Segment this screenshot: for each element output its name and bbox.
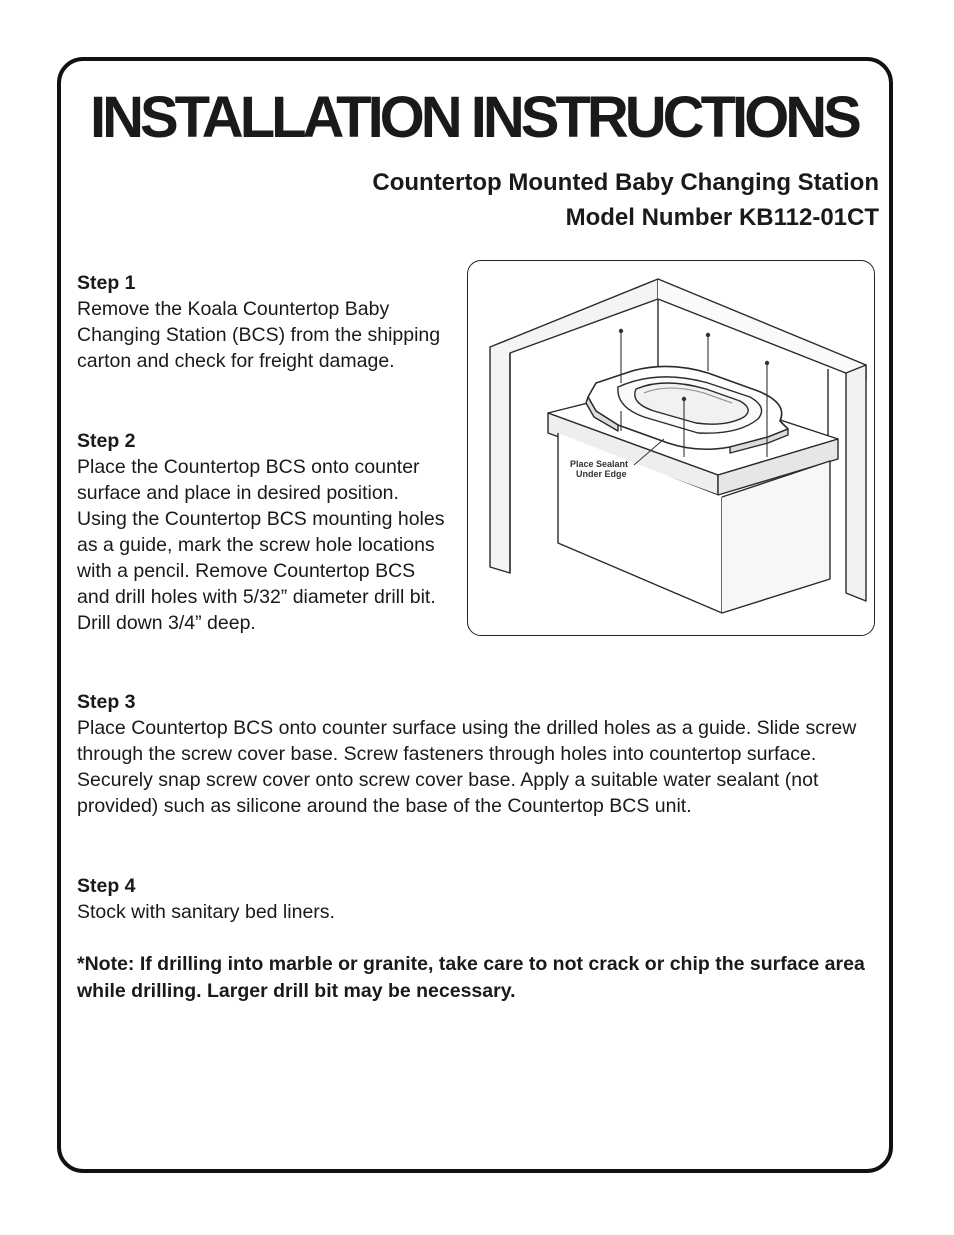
drilling-note: *Note: If drilling into marble or granite, take care to not crack or chip the surface area while drilling. Larger drill bit may be necessary. [77, 953, 865, 1002]
step-1-heading: Step 1 [77, 272, 136, 294]
step-3-heading: Step 3 [77, 691, 136, 713]
step-1 [77, 270, 447, 374]
callout-text-2: Under Edge [576, 469, 627, 479]
product-subtitle: Countertop Mounted Baby Changing Station [372, 169, 879, 196]
step-2 [77, 428, 452, 636]
countertop-bcs-illustration [468, 261, 875, 636]
step-2-text: Place the Countertop BCS onto counter surface and place in desired position. Using the Countertop BCS mounting holes as a guide, mark the screw hole locations with a pencil. Remove Countertop BCS and drill holes with 5/32” diameter drill bit. Drill down 3/4” deep. [77, 456, 445, 634]
step-1-text: Remove the Koala Countertop Baby Changing Station (BCS) from the shipping carton and check for freight damage. [77, 298, 441, 372]
step-2-heading: Step 2 [77, 430, 136, 452]
step-4-text: Stock with sanitary bed liners. [77, 901, 335, 923]
callout-text-1: Place Sealant [570, 459, 629, 469]
page-title: INSTALLATION INSTRUCTIONS [90, 85, 858, 150]
model-number: Model Number KB112-01CT [565, 204, 879, 231]
installation-diagram [467, 260, 875, 636]
step-3 [77, 689, 857, 819]
step-3-text: Place Countertop BCS onto counter surface using the drilled holes as a guide. Slide screw through the screw cover base. Screw fasteners through holes into countertop surface. Securely snap screw cover onto screw cover base. Apply a suitable water sealant (not provided) such as silicone around the base of the Countertop BCS unit. [77, 717, 857, 817]
step-4 [77, 873, 857, 925]
step-4-heading: Step 4 [77, 875, 136, 897]
